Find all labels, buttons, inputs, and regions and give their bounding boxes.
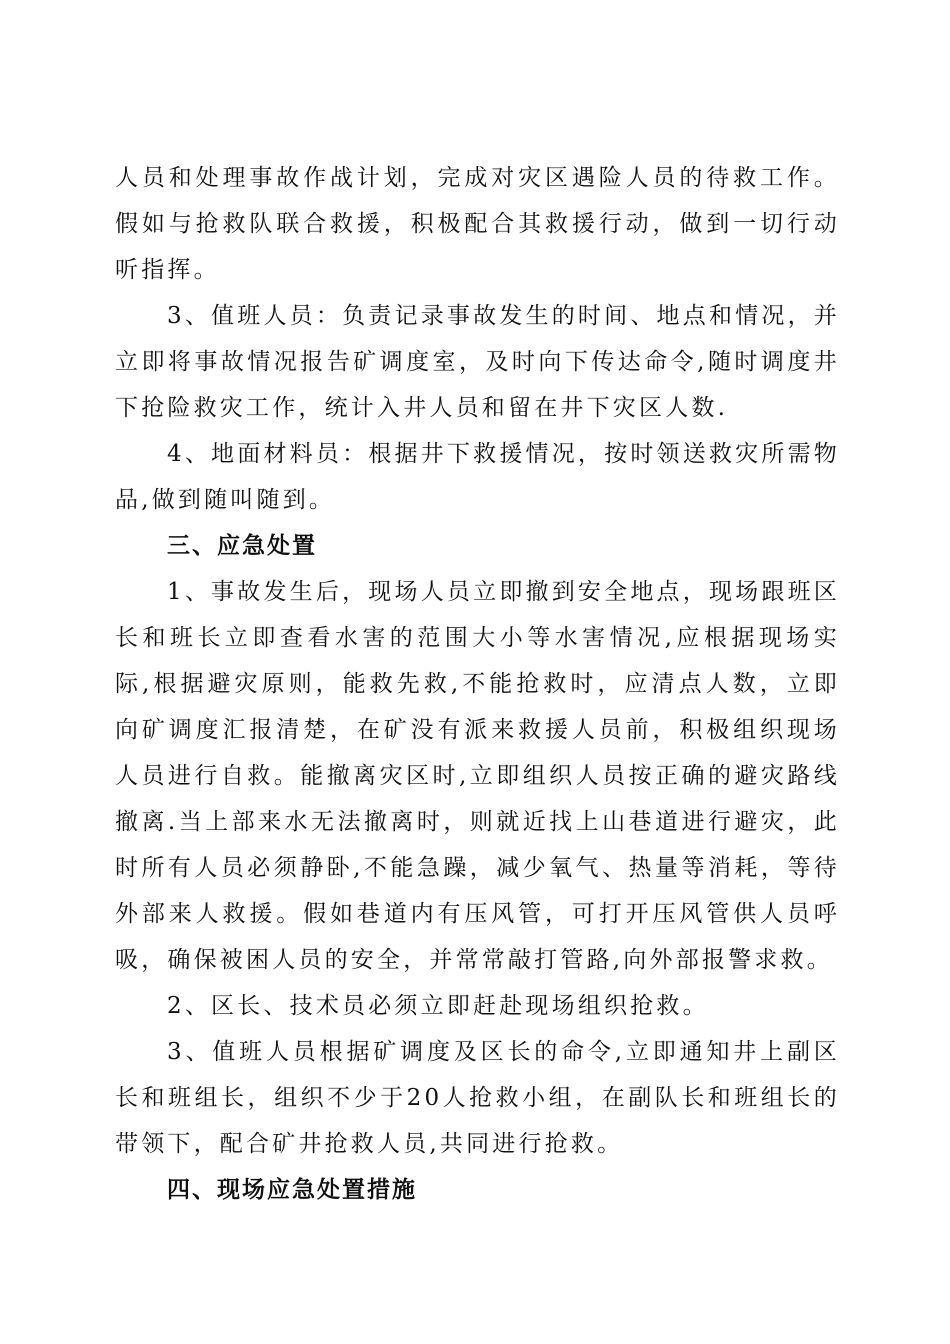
section-heading-onsite-measures: 四、现场应急处置措施 — [167, 1177, 417, 1203]
section-heading-emergency-response: 三、应急处置 — [167, 533, 317, 559]
paragraph-response-step-2: 2、区长、技术员必须立即赶赴现场组织抢救。 — [167, 993, 709, 1019]
paragraph-material-staff: 4、地面材料员：根据井下救援情况，按时领送救灾所需物品,做到随叫随到。 — [115, 441, 840, 513]
paragraph-continuation: 人员和处理事故作战计划，完成对灾区遇险人员的待救工作。假如与抢救队联合救援，积极配合其救援行动，做到一切行动听指挥。 — [115, 165, 840, 283]
document-page — [115, 155, 840, 1213]
paragraph-duty-staff: 3、值班人员：负责记录事故发生的时间、地点和情况，并立即将事故情况报告矿调度室，及时向下传达命令,随时调度井下抢险救灾工作，统计入井人员和留在井下灾区人数. — [115, 303, 840, 421]
paragraph-response-step-3: 3、值班人员根据矿调度及区长的命令,立即通知井上副区长和班组长，组织不少于20人抢救小组，在副队长和班组长的带领下，配合矿井抢救人员,共同进行抢救。 — [115, 1039, 840, 1157]
paragraph-response-step-1: 1、事故发生后，现场人员立即撤到安全地点，现场跟班区长和班长立即查看水害的范围大小等水害情况,应根据现场实际,根据避灾原则，能救先救,不能抢救时，应清点人数，立即向矿调度汇报清楚，在矿没有派来救援人员前，积极组织现场人员进行自救。能撤离灾区时,立即组织人员按正确的避灾路线撤离.当上部来水无法撤离时，则就近找上山巷道进行避灾，此时所有人员必须静卧,不能急躁，减少氧气、热量等消耗，等待外部来人救援。假如巷道内有压风管，可打开压风管供人员呼吸，确保被困人员的安全，并常常敲打管路,向外部报警求救。 — [115, 579, 840, 973]
